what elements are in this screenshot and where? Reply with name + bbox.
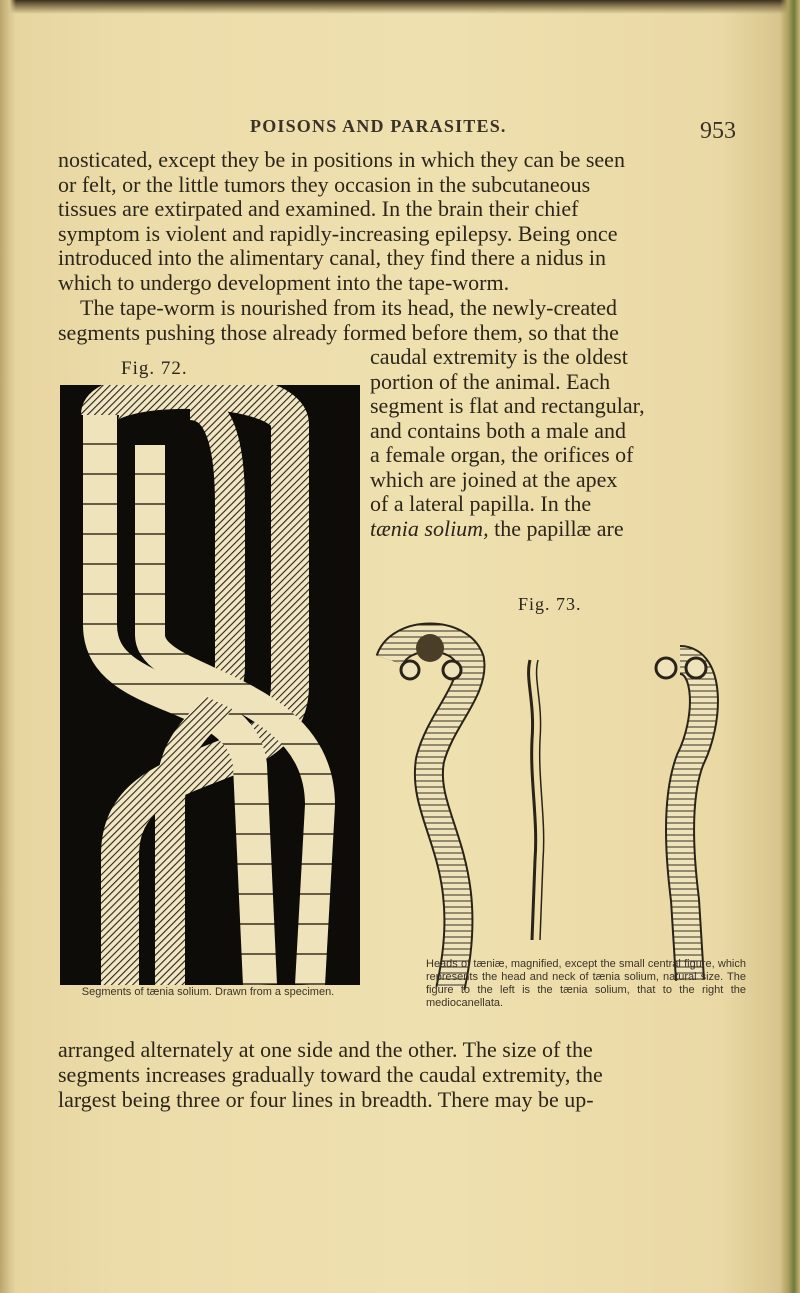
page-right-edge xyxy=(780,0,800,1293)
page-header xyxy=(0,116,800,146)
page-top-shadow xyxy=(0,0,800,14)
running-title: POISONS AND PARASITES. xyxy=(250,116,507,136)
page-left-edge xyxy=(0,0,16,1293)
paragraph-2-full-width xyxy=(58,296,768,345)
text-line: nosticated, except they be in positions in which they can be seen xyxy=(58,147,625,172)
text-line: segments increases gradually toward the caudal extremity, the xyxy=(58,1062,603,1087)
text-line: a female organ, the orifices of xyxy=(370,442,634,467)
figure-72-illustration xyxy=(60,385,360,985)
page-number: 953 xyxy=(700,118,736,144)
text-line: of a lateral papilla. In the xyxy=(370,491,592,516)
text-line: The tape-worm is nourished from its head, the newly-created xyxy=(80,295,617,320)
figure-72-label: Fig. 72. xyxy=(121,358,188,379)
text-line: which are joined at the apex xyxy=(370,466,618,492)
text-line: symptom is violent and rapidly-increasing epilepsy. Being once xyxy=(58,220,618,246)
figure-73-caption: Heads of tæniæ, magnified, except the small central figure, which represents the head and neck of tænia solium, natural size. The figure to the left is the tænia solium, that to the right the mediocanellata. xyxy=(426,958,746,1009)
right-head-illustration xyxy=(656,658,706,980)
paragraph-3 xyxy=(58,1037,768,1112)
text-fragment: the papillæ are xyxy=(488,515,624,541)
paragraph-1 xyxy=(58,148,768,295)
figure-73-label: Fig. 73. xyxy=(518,594,582,614)
text-line: portion of the animal. Each xyxy=(370,368,611,394)
text-line: tissues are extirpated and examined. In the brain their chief xyxy=(58,196,579,221)
text-line: caudal extremity is the oldest xyxy=(370,344,628,369)
text-line: and contains both a male and xyxy=(370,417,626,443)
text-line: segment is flat and rectangular, xyxy=(370,393,645,418)
central-small-head-illustration xyxy=(529,660,544,940)
text-line: largest being three or four lines in breadth. There may be up- xyxy=(58,1087,594,1112)
left-head-illustration xyxy=(390,634,470,990)
text-line: or felt, or the little tumors they occasion in the subcutaneous xyxy=(58,171,591,197)
text-line: segments pushing those already formed before them, so that the xyxy=(58,319,619,345)
text-line: which to undergo development into the tape-worm. xyxy=(58,269,510,295)
figure-73-illustration xyxy=(360,620,770,990)
figure-72-caption: Segments of tænia solium. Drawn from a specimen. xyxy=(81,986,335,998)
text-line xyxy=(370,517,770,542)
italic-term: tænia solium, xyxy=(370,515,489,541)
paragraph-2-wrapped xyxy=(370,345,770,541)
text-line: arranged alternately at one side and the other. The size of the xyxy=(58,1037,593,1062)
text-line: introduced into the alimentary canal, they find there a nidus in xyxy=(58,245,606,270)
